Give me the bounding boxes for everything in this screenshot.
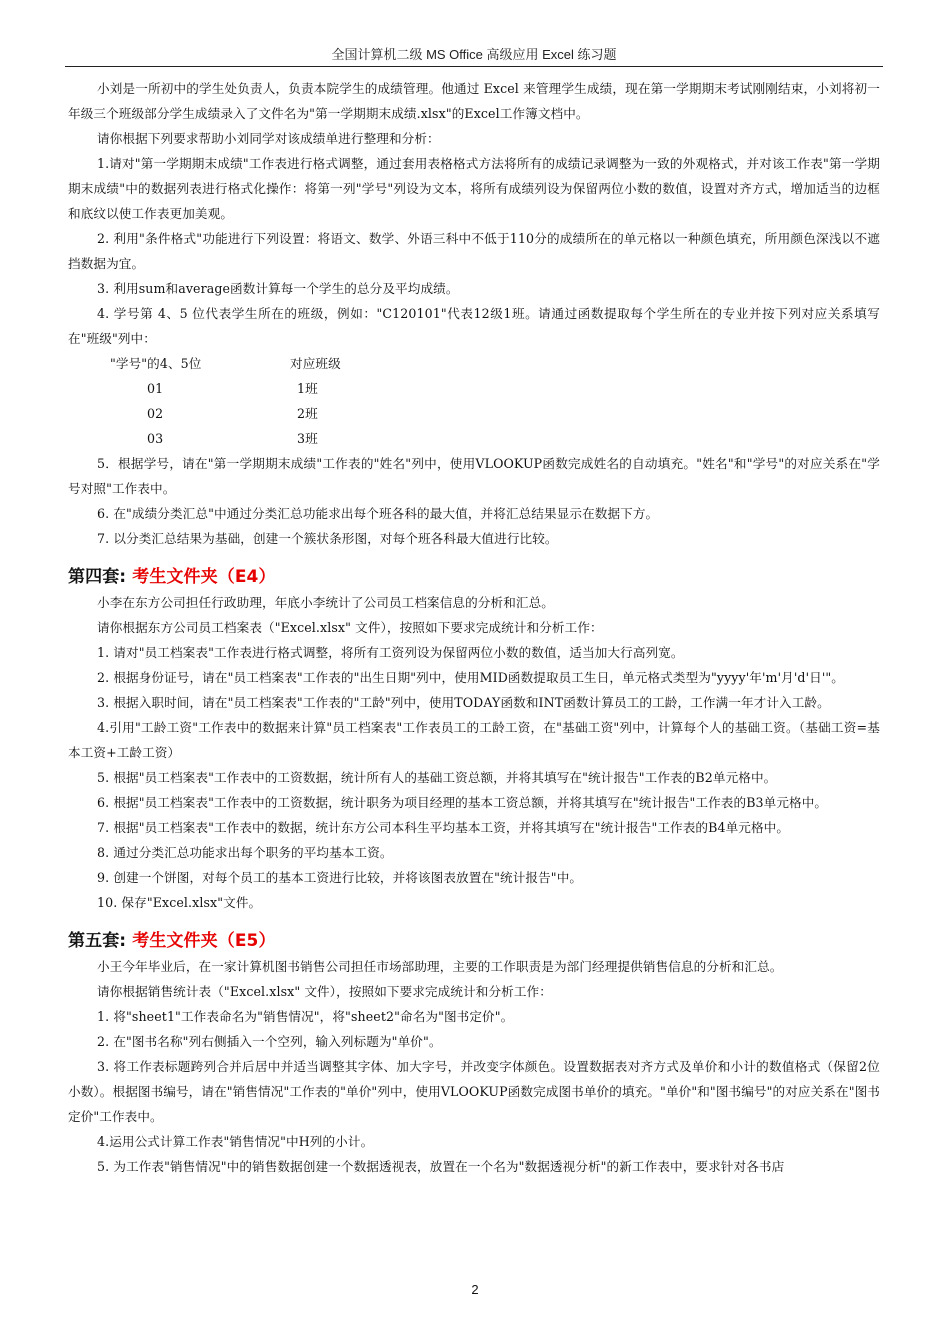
paragraph: 3. 将工作表标题跨列合并后居中并适当调整其字体、加大字号，并改变字体颜色。设置数据表对齐方式及单价和小计的数值格式（保留2位小数）。根据图书编号，请在"销售情况"工作表的"单价"列中，使用VLOOKUP函数完成图书单价的填充。"单价"和"图书编号"的对应关系在"图书定价"工作表中。 — [68, 1059, 880, 1124]
page-header: 全国计算机二级 MS Office 高级应用 Excel 练习题 — [331, 47, 617, 62]
paragraph: 3. 利用sum和average函数计算每一个学生的总分及平均成绩。 — [97, 281, 459, 296]
paragraph: 7. 根据"员工档案表"工作表中的数据，统计东方公司本科生平均基本工资，并将其填写在"统计报告"工作表的B4单元格中。 — [97, 820, 790, 835]
mapping-class: 3班 — [297, 431, 318, 446]
paragraph: 6. 在"成绩分类汇总"中通过分类汇总功能求出每个班各科的最大值，并将汇总结果显示在数据下方。 — [97, 506, 659, 521]
paragraph: 4.引用"工龄工资"工作表中的数据来计算"员工档案表"工作表员工的工龄工资，在"基础工资"列中，计算每个人的基础工资。（基础工资=基本工资+工龄工资） — [68, 720, 880, 760]
mapping-code: 01 — [147, 381, 164, 396]
paragraph: 6. 根据"员工档案表"工作表中的工资数据，统计职务为项目经理的基本工资总额，并将其填写在"统计报告"工作表的B3单元格中。 — [97, 795, 828, 810]
mapping-row — [68, 426, 880, 451]
mapping-code: 03 — [147, 431, 164, 446]
paragraph: 5. 为工作表"销售情况"中的销售数据创建一个数据透视表，放置在一个名为"数据透视分析"的新工作表中，要求针对各书店 — [97, 1159, 785, 1174]
paragraph: 2. 利用"条件格式"功能进行下列设置：将语文、数学、外语三科中不低于110分的成绩所在的单元格以一种颜色填充，所用颜色深浅以不遮挡数据为宜。 — [68, 231, 880, 271]
paragraph: 4.运用公式计算工作表"销售情况"中H列的小计。 — [97, 1134, 374, 1149]
mapping-row — [68, 401, 880, 426]
section-heading-4 — [68, 565, 880, 589]
paragraph: 小李在东方公司担任行政助理，年底小李统计了公司员工档案信息的分析和汇总。 — [97, 595, 554, 610]
paragraph: 小刘是一所初中的学生处负责人，负责本院学生的成绩管理。他通过 Excel 来管理学生成绩，现在第一学期期末考试刚刚结束，小刘将初一年级三个班级部分学生成绩录入了文件名为"第一学期期末成绩.xlsx"的Excel工作簿文档中。 — [68, 81, 880, 121]
section-prefix: 第四套: — [68, 567, 127, 587]
paragraph: 3. 根据入职时间，请在"员工档案表"工作表的"工龄"列中，使用TODAY函数和INT函数计算员工的工龄，工作满一年才计入工龄。 — [97, 695, 830, 710]
paragraph: 4. 学号第 4、5 位代表学生所在的班级，例如："C120101"代表12级1班。请通过函数提取每个学生所在的专业并按下列对应关系填写在"班级"列中： — [68, 306, 880, 346]
paragraph: 2. 根据身份证号，请在"员工档案表"工作表的"出生日期"列中，使用MID函数提取员工生日，单元格式类型为"yyyy'年'm'月'd'日'"。 — [97, 670, 844, 685]
mapping-class: 2班 — [297, 406, 318, 421]
page-number: 2 — [471, 1282, 479, 1297]
paragraph: 1. 请对"员工档案表"工作表进行格式调整，将所有工资列设为保留两位小数的数值，适当加大行高列宽。 — [97, 645, 684, 660]
paragraph: 10. 保存"Excel.xlsx"文件。 — [97, 895, 262, 910]
paragraph: 2. 在"图书名称"列右侧插入一个空列，输入列标题为"单价"。 — [97, 1034, 442, 1049]
paragraph: 1.请对"第一学期期末成绩"工作表进行格式调整，通过套用表格格式方法将所有的成绩记录调整为一致的外观格式，并对该工作表"第一学期期末成绩"中的数据列表进行格式化操作：将第一列"学号"列设为文本，将所有成绩列设为保留两位小数的数值，设置对齐方式，增加适当的边框和底纹以使工作表更加美观。 — [68, 156, 880, 221]
paragraph: 小王今年毕业后，在一家计算机图书销售公司担任市场部助理，主要的工作职责是为部门经理提供销售信息的分析和汇总。 — [97, 959, 783, 974]
section-heading-5 — [68, 929, 880, 953]
document-body — [68, 76, 880, 1179]
paragraph: 请你根据下列要求帮助小刘同学对该成绩单进行整理和分析： — [97, 131, 440, 146]
paragraph: 5．根据学号，请在"第一学期期末成绩"工作表的"姓名"列中，使用VLOOKUP函数完成姓名的自动填充。"姓名"和"学号"的对应关系在"学号对照"工作表中。 — [68, 456, 880, 496]
paragraph: 请你根据东方公司员工档案表（"Excel.xlsx" 文件），按照如下要求完成统计和分析工作： — [97, 620, 603, 635]
mapping-row — [68, 376, 880, 401]
paragraph: 请你根据销售统计表（"Excel.xlsx" 文件），按照如下要求完成统计和分析工作： — [97, 984, 552, 999]
paragraph: 1. 将"sheet1"工作表命名为"销售情况"，将"sheet2"命名为"图书定价"。 — [97, 1009, 514, 1024]
mapping-code: 02 — [147, 406, 164, 421]
paragraph: 7. 以分类汇总结果为基础，创建一个簇状条形图，对每个班各科最大值进行比较。 — [97, 531, 558, 546]
paragraph: 8. 通过分类汇总功能求出每个职务的平均基本工资。 — [97, 845, 393, 860]
section-prefix: 第五套: — [68, 931, 127, 951]
section-tag: 考生文件夹（E5） — [132, 931, 276, 951]
mapping-header-right: 对应班级 — [290, 356, 341, 371]
paragraph: 5. 根据"员工档案表"工作表中的工资数据，统计所有人的基础工资总额，并将其填写在"统计报告"工作表的B2单元格中。 — [97, 770, 777, 785]
paragraph: 9. 创建一个饼图，对每个员工的基本工资进行比较，并将该图表放置在"统计报告"中。 — [97, 870, 583, 885]
mapping-header-left: "学号"的4、5位 — [110, 356, 202, 371]
mapping-class: 1班 — [297, 381, 318, 396]
section-tag: 考生文件夹（E4） — [132, 567, 276, 587]
mapping-header-row — [68, 351, 880, 376]
header-rule — [65, 66, 883, 67]
